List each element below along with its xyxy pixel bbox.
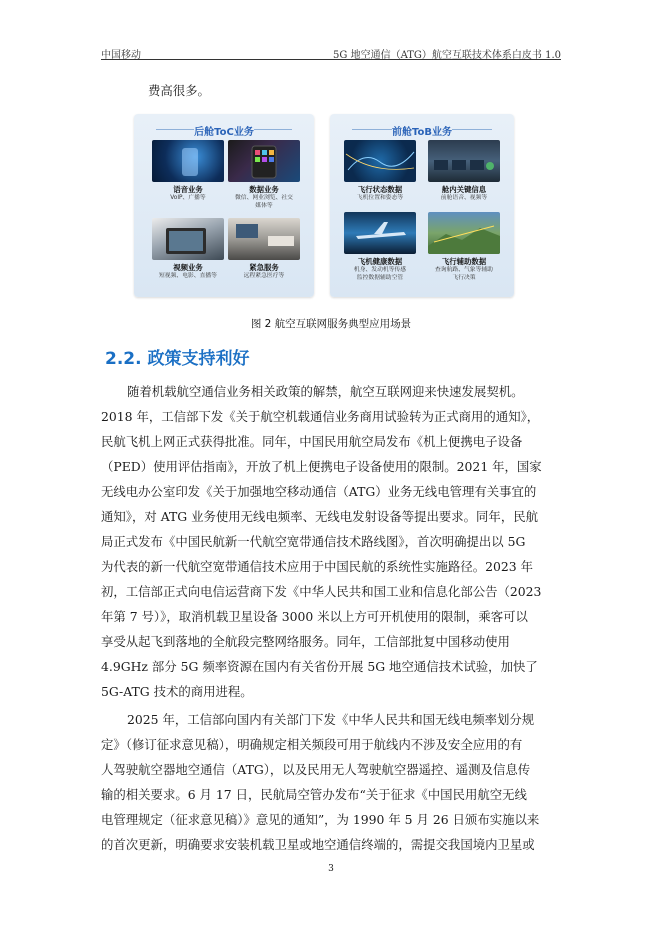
tile-desc: VoIP、广播等 (170, 195, 206, 201)
page-number: 3 (328, 864, 334, 874)
tile-desc: 远程紧急医疗等 (243, 273, 285, 279)
panel-tob (330, 114, 514, 297)
terrain-image (428, 212, 500, 254)
paragraph-line: 随着机载航空通信业务相关政策的解禁，航空互联网迎来快速发展契机。 (127, 384, 524, 399)
paragraph-line: 年第 7 号）》，取消机载卫星设备 3000 米以上方可开机使用的限制，乘客可以 (101, 609, 528, 624)
tile-flight-assist (428, 212, 500, 282)
tile-title: 数据业务 (249, 185, 279, 194)
tile-aircraft-health (344, 212, 416, 282)
paragraph-line: 享受从起飞到落地的全航段完整网络服务。同年，工信部批复中国移动使用 (101, 634, 510, 649)
figure-caption: 图 2 航空互联网服务典型应用场景 (250, 318, 412, 330)
paragraph-line: 2025 年，工信部向国内有关部门下发《中华人民共和国无线电频率划分规 (127, 712, 535, 727)
tile-title: 视频业务 (173, 263, 203, 272)
video-image (152, 218, 224, 260)
tile-cabin-info (428, 140, 500, 202)
panel-title-toc: 后舱ToC业务 (194, 127, 254, 138)
figure-application-scenarios (134, 114, 516, 300)
tile-desc: 查询航路、气象等辅助 (435, 267, 493, 273)
tile-title: 飞行辅助数据 (441, 257, 487, 266)
voice-image (152, 140, 224, 182)
paragraph-line: 的首次更新，明确要求安装机载卫星或地空通信终端的，需提交我国境内卫星或 (101, 837, 535, 852)
flight-map-image (344, 140, 416, 182)
cockpit-panel-icon (428, 140, 500, 182)
tile-flight-status (344, 140, 416, 202)
paragraph-line: 局正式发布《中国民航新一代航空宽带通信技术路线图》，首次明确提出以 5G (101, 534, 526, 549)
tile-desc: 短视频、电影、直播等 (159, 273, 217, 279)
emergency-image (228, 218, 300, 260)
tile-desc: 机身、发动机等传感 (353, 267, 407, 273)
paragraph-line: 5G-ATG 技术的商用进程。 (101, 684, 253, 699)
tablet-icon (152, 218, 224, 260)
panel-toc (134, 114, 314, 297)
phone-icon (152, 140, 224, 182)
tile-title: 舱内关键信息 (441, 185, 487, 194)
header-rule (101, 59, 561, 60)
paragraph-line: 4.9GHz 部分 5G 频率资源在国内有关省份开展 5G 地空通信技术试验，加快了 (101, 659, 538, 674)
section-title: 2.2. 政策支持利好 (105, 349, 250, 369)
paragraph-line: 人驾驶航空器地空通信（ATG），以及民用无人驾驶航空器遥控、遥测及信息传 (101, 762, 531, 777)
aircraft-health-image (344, 212, 416, 254)
aircraft-icon (344, 212, 416, 254)
tile-emergency (228, 218, 300, 280)
header-doc-title: 5G 地空通信（ATG）航空互联技术体系白皮书 1.0 (333, 50, 561, 61)
tile-desc: 飞机位置和姿态等 (356, 195, 404, 201)
intro-tail-line: 费高很多。 (148, 83, 210, 98)
terrain-route-icon (428, 212, 500, 254)
paragraph-line: 初，工信部正式向电信运营商下发《中华人民共和国工业和信息化部公告（2023 (101, 584, 542, 599)
paragraph-line: 输的相关要求。6 月 17 日，民航局空管办发布“关于征求《中国民用航空无线 (101, 787, 527, 802)
paragraph-line: 通知》，对 ATG 业务使用无线电频率、无线电发射设备等提出要求。同年，民航 (101, 509, 538, 524)
paragraph-line: 无线电办公室印发《关于加强地空移动通信（ATG）业务无线电管理有关事宜的 (101, 484, 537, 499)
tile-data (228, 140, 300, 210)
paragraph-line: 2018 年，工信部下发《关于航空机载通信业务商用试验转为正式商用的通知》， (101, 409, 540, 424)
cockpit-image (428, 140, 500, 182)
tile-desc: 监控数据辅助空管 (356, 275, 404, 281)
tile-desc: 前舱语音、视频等 (440, 195, 488, 201)
tile-video (152, 218, 224, 280)
tile-voice (152, 140, 224, 202)
flight-routes-icon (344, 140, 416, 182)
tile-desc: 媒体等 (255, 203, 273, 209)
paragraph-line: 定》（修订征求意见稿），明确规定相关频段可用于航线内不涉及安全应用的有 (101, 737, 523, 752)
paragraph-line: 为代表的新一代航空宽带通信技术应用于中国民航的系统性实施路径。2023 年 (101, 559, 533, 574)
paragraph-line: （PED）使用评估指南》，开放了机上便携电子设备使用的限制。2021 年，国家 (101, 459, 542, 474)
tile-title: 飞机健康数据 (357, 257, 403, 266)
app-grid-icon (228, 140, 300, 182)
medical-room-icon (228, 218, 300, 260)
tile-title: 语音业务 (173, 185, 203, 194)
tile-title: 紧急服务 (249, 263, 279, 272)
data-image (228, 140, 300, 182)
header-org: 中国移动 (101, 50, 141, 61)
panel-title-tob: 前舱ToB业务 (392, 127, 452, 138)
paragraph-line: 民航飞机上网正式获得批准。同年，中国民用航空局发布《机上便携电子设备 (101, 434, 523, 449)
tile-title: 飞行状态数据 (357, 185, 403, 194)
paragraph-line: 电管理规定（征求意见稿）》意见的通知”，为 1990 年 5 月 26 日颁布实施以来 (101, 812, 540, 827)
tile-desc: 飞行决策 (452, 275, 476, 281)
tile-desc: 微信、网业浏览、社交 (235, 195, 293, 201)
